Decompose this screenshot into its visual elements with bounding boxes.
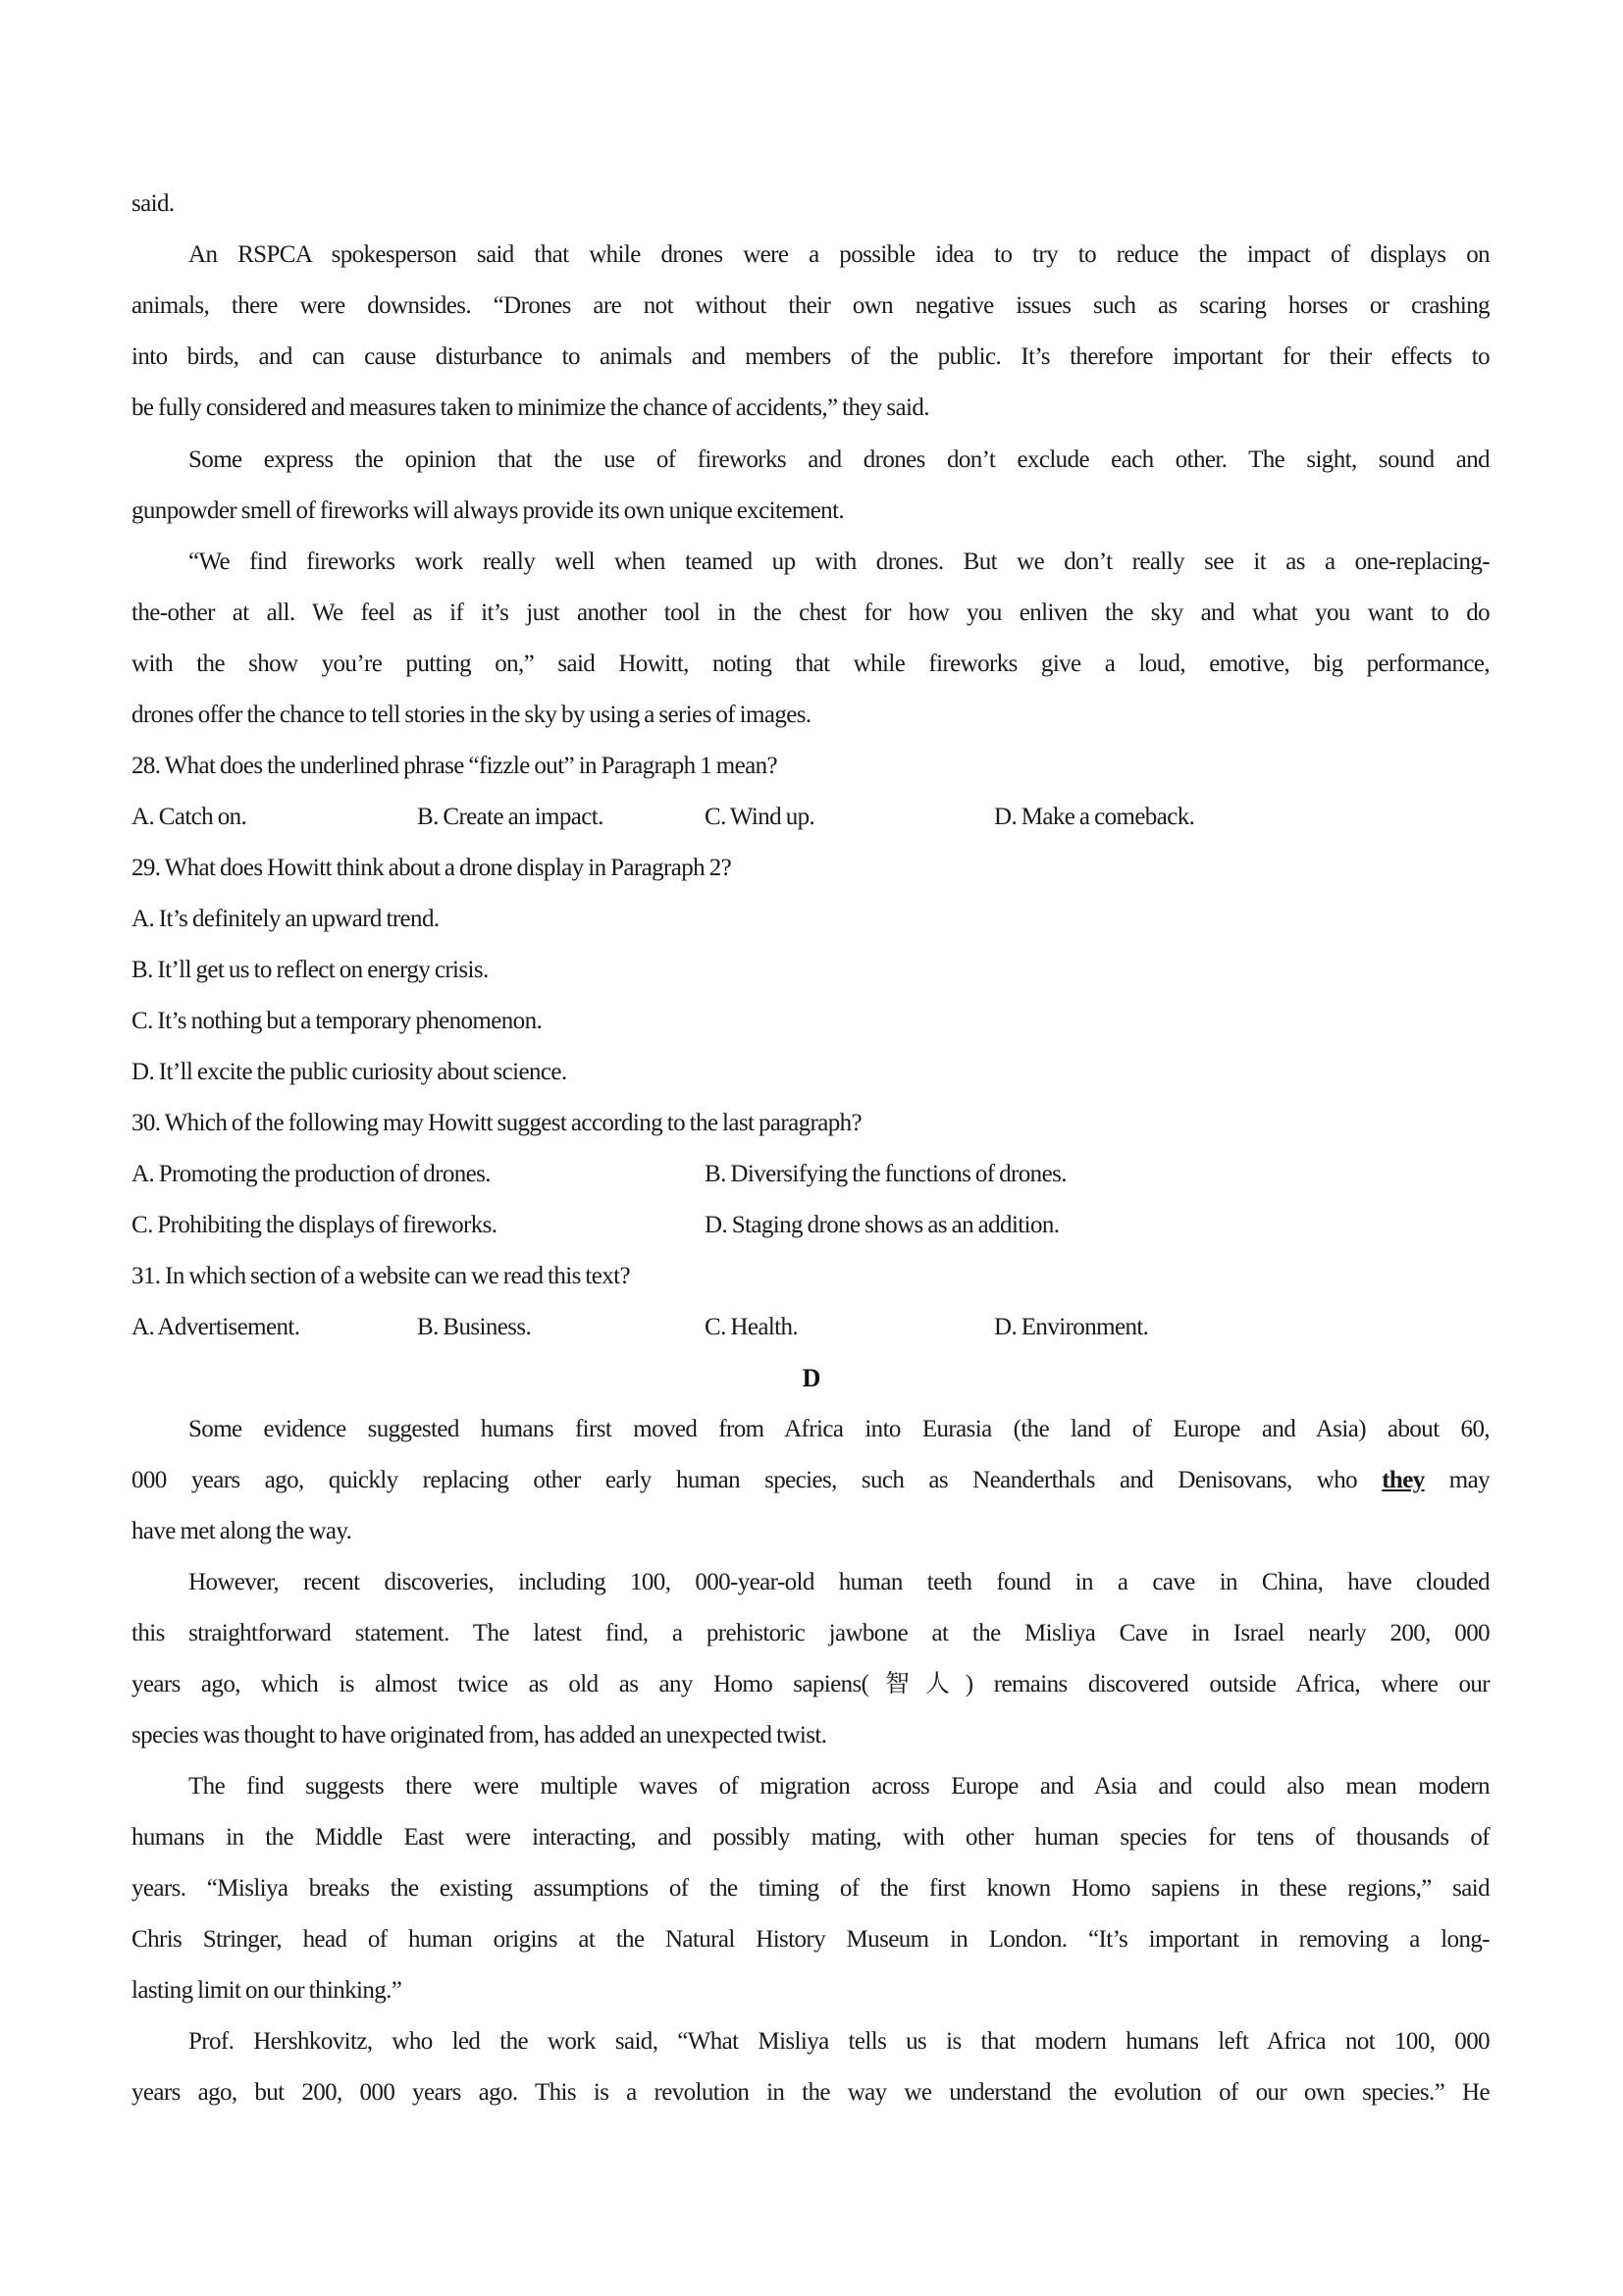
paragraph-line: species was thought to have originated from, has added an unexpected twist. — [131, 1722, 827, 1748]
paragraph-line: gunpowder smell of fireworks will always provide its own unique excitement. — [131, 497, 845, 524]
question-31-option-d: D. Environment. — [994, 1314, 1149, 1340]
paragraph-line: However, recent discoveries, including 100, 000-year-old human teeth found in a cave in China, have clouded — [188, 1569, 1490, 1595]
question-31-option-c: C. Health. — [705, 1314, 799, 1340]
paragraph-line: lasting limit on our thinking.” — [131, 1977, 402, 2004]
paragraph-line: be fully considered and measures taken to minimize the chance of accidents,” they said. — [131, 394, 929, 421]
line-text: may — [1424, 1467, 1490, 1493]
question-30-stem: 30. Which of the following may Howitt suggest according to the last paragraph? — [131, 1110, 863, 1136]
line-text: 000 years ago, quickly replacing other early human species, such as Neanderthals and Denisovans, who — [131, 1467, 1383, 1493]
paragraph-line: An RSPCA spokesperson said that while drones were a possible idea to try to reduce the impact of displays on — [188, 241, 1490, 268]
paragraph-line: Chris Stringer, head of human origins at the Natural History Museum in London. “It’s important in removing a long- — [131, 1926, 1490, 1953]
paragraph-line: Some express the opinion that the use of fireworks and drones don’t exclude each other. The sight, sound and — [188, 446, 1490, 473]
question-30-option-a: A. Promoting the production of drones. — [131, 1161, 491, 1187]
question-29-stem: 29. What does Howitt think about a drone display in Paragraph 2? — [131, 855, 732, 881]
question-28-option-b: B. Create an impact. — [417, 804, 603, 830]
question-30-option-b: B. Diversifying the functions of drones. — [705, 1161, 1067, 1187]
underlined-keyword: they — [1382, 1467, 1425, 1493]
section-d-heading: D — [802, 1364, 821, 1392]
question-29-option-b: B. It’ll get us to reflect on energy crisis. — [131, 957, 489, 983]
paragraph-line — [131, 1461, 1490, 1500]
paragraph-line: drones offer the chance to tell stories in the sky by using a series of images. — [131, 702, 812, 728]
paragraph-line: years ago, but 200, 000 years ago. This is a revolution in the way we understand the evolution of our own species.” He — [131, 2079, 1490, 2106]
paragraph-line: said. — [131, 190, 175, 217]
paragraph-line: into birds, and can cause disturbance to animals and members of the public. It’s therefore important for their effects to — [131, 343, 1490, 370]
paragraph-line: this straightforward statement. The latest find, a prehistoric jawbone at the Misliya Cave in Israel nearly 200, 000 — [131, 1620, 1490, 1646]
paragraph-line: humans in the Middle East were interacting, and possibly mating, with other human species for tens of thousands of — [131, 1824, 1490, 1851]
question-28-option-d: D. Make a comeback. — [994, 804, 1195, 830]
question-29-option-c: C. It’s nothing but a temporary phenomenon. — [131, 1008, 543, 1034]
question-28-stem: 28. What does the underlined phrase “fizzle out” in Paragraph 1 mean? — [131, 753, 777, 779]
paragraph-line: “We find fireworks work really well when teamed up with drones. But we don’t really see it as a one-replacing- — [188, 548, 1490, 575]
paragraph-line: with the show you’re putting on,” said Howitt, noting that while fireworks give a loud, emotive, big performance, — [131, 651, 1490, 677]
question-29-option-a: A. It’s definitely an upward trend. — [131, 906, 440, 932]
question-28-option-c: C. Wind up. — [705, 804, 815, 830]
paragraph-line: Prof. Hershkovitz, who led the work said, “What Misliya tells us is that modern humans left Africa not 100, 000 — [188, 2028, 1490, 2055]
question-30-option-d: D. Staging drone shows as an addition. — [705, 1212, 1060, 1238]
paragraph-line: animals, there were downsides. “Drones are not without their own negative issues such as scaring horses or crashing — [131, 292, 1490, 319]
question-31-option-b: B. Business. — [417, 1314, 532, 1340]
paragraph-line: the-other at all. We feel as if it’s just another tool in the chest for how you enliven the sky and what you want to do — [131, 600, 1490, 626]
question-29-option-d: D. It’ll excite the public curiosity about science. — [131, 1059, 567, 1085]
paragraph-line: The find suggests there were multiple waves of migration across Europe and Asia and could also mean modern — [188, 1773, 1490, 1800]
paragraph-line: years ago, which is almost twice as old as any Homo sapiens(智人) remains discovered outside Africa, where our — [131, 1671, 1490, 1697]
question-31-option-a: A. Advertisement. — [131, 1314, 300, 1340]
question-30-option-c: C. Prohibiting the displays of fireworks. — [131, 1212, 497, 1238]
paragraph-line: Some evidence suggested humans first moved from Africa into Eurasia (the land of Europe and Asia) about 60, — [188, 1416, 1490, 1442]
question-31-stem: 31. In which section of a website can we read this text? — [131, 1263, 630, 1289]
paragraph-line: years. “Misliya breaks the existing assumptions of the timing of the first known Homo sapiens in these regions,” said — [131, 1875, 1490, 1902]
question-28-option-a: A. Catch on. — [131, 804, 247, 830]
paragraph-line: have met along the way. — [131, 1518, 352, 1544]
